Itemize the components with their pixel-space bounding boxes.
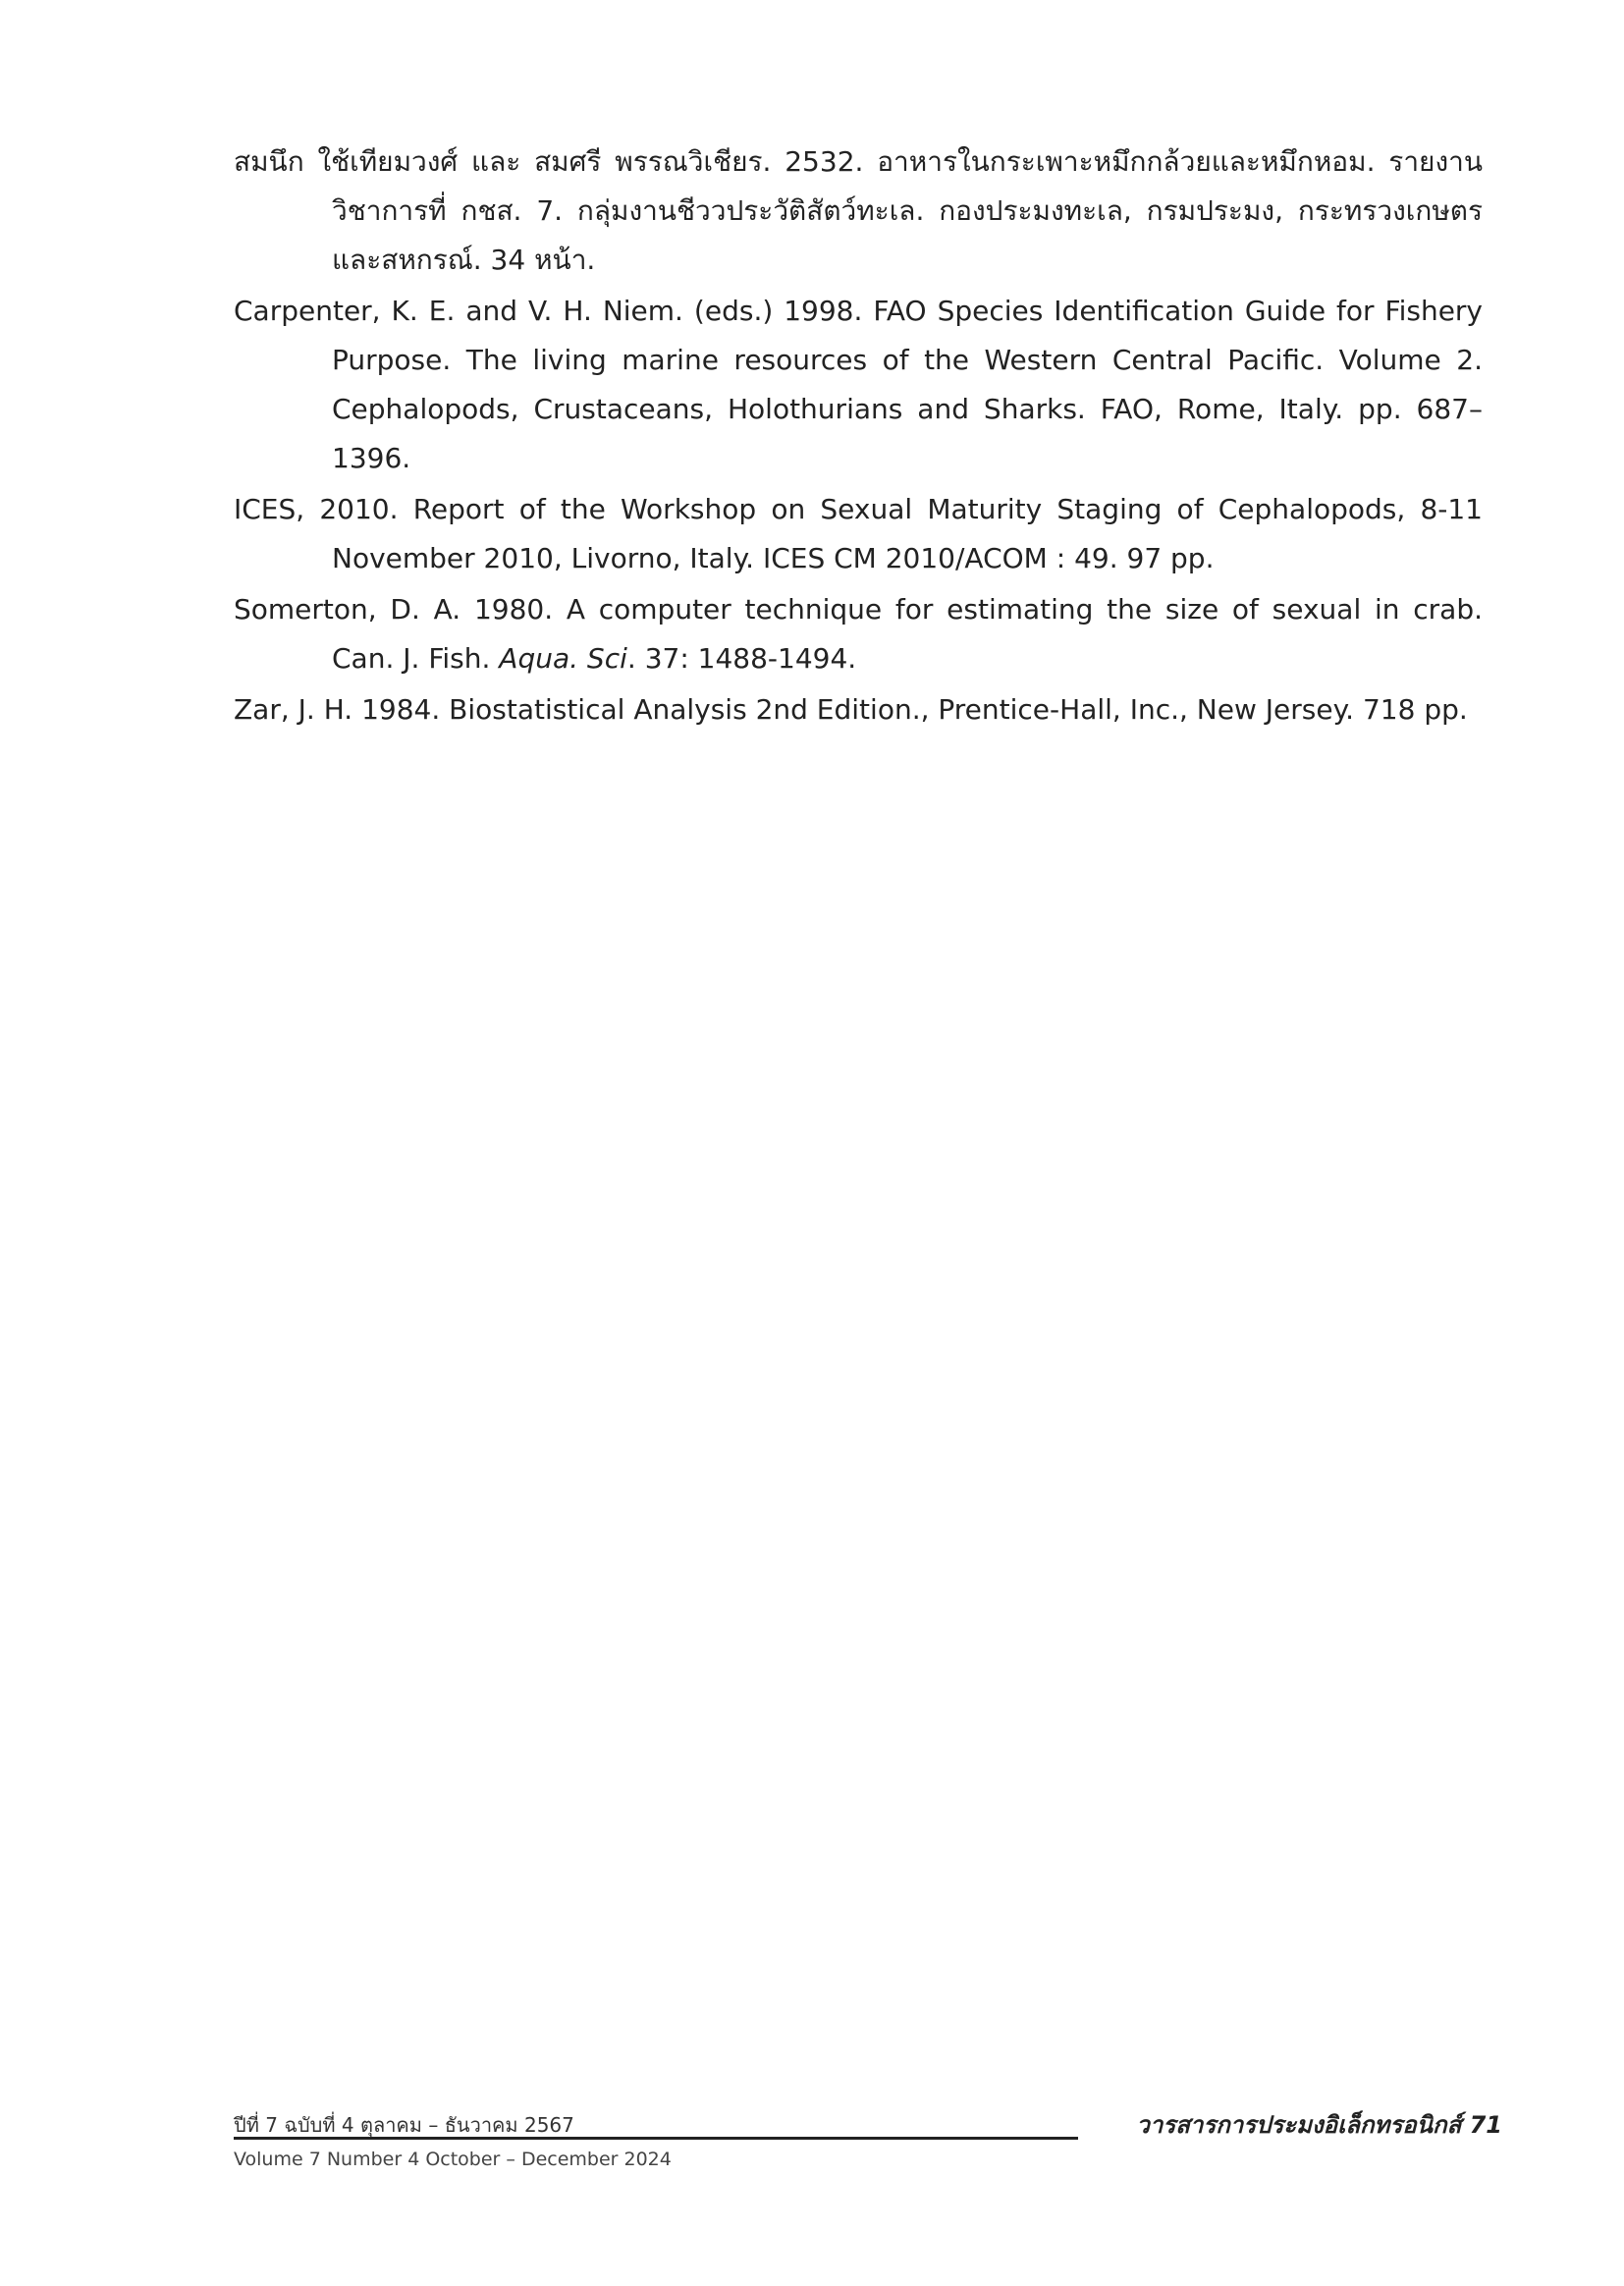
journal-name-italic: Aqua. Sci	[499, 642, 627, 675]
reference-item	[234, 685, 1483, 735]
footer-issue-thai: ปีที่ 7 ฉบับที่ 4 ตุลาคม – ธันวาคม 2567	[234, 2113, 574, 2137]
reference-text: Somerton, D. A. 1980. A computer technique for estimating the size of sexual in crab. Can. J. Fish.	[234, 593, 1483, 675]
reference-list	[234, 137, 1483, 736]
page-footer	[234, 2101, 1502, 2180]
reference-item	[234, 287, 1483, 483]
footer-journal-title: วารสารการประมงอิเล็กทรอนิกส์ 71	[1136, 2111, 1502, 2139]
reference-text: ICES, 2010. Report of the Workshop on Sexual Maturity Staging of Cephalopods, 8-11 November 2010, Livorno, Italy. ICES CM 2010/ACOM : 49. 97 pp.	[234, 493, 1483, 574]
footer-issue-english: Volume 7 Number 4 October – December 2024	[234, 2149, 672, 2170]
footer-divider	[234, 2137, 1078, 2140]
reference-item	[234, 585, 1483, 683]
reference-text: Carpenter, K. E. and V. H. Niem. (eds.) 1998. FAO Species Identification Guide for Fishery Purpose. The living marine resources of the Western Central Pacific. Volume 2. Cephalopods, Crustaceans, Holothurians and Sharks. FAO, Rome, Italy. pp. 687–1396.	[234, 295, 1483, 474]
reference-text: . 37: 1488-1494.	[626, 642, 857, 675]
reference-item	[234, 485, 1483, 583]
reference-item	[234, 137, 1483, 285]
reference-text: สมนึก ใช้เทียมวงศ์ และ สมศรี พรรณวิเชียร. 2532. อาหารในกระเพาะหมึกกล้วยและหมึกหอม. รายงานวิชาการที่ กชส. 7. กลุ่มงานชีววประวัติสัตว์ทะเล. กองประมงทะเล, กรมประมง, กระทรวงเกษตรและสหกรณ์. 34 หน้า.	[234, 145, 1483, 276]
reference-text: Zar, J. H. 1984. Biostatistical Analysis 2nd Edition., Prentice-Hall, Inc., New Jersey. 718 pp.	[234, 693, 1468, 726]
